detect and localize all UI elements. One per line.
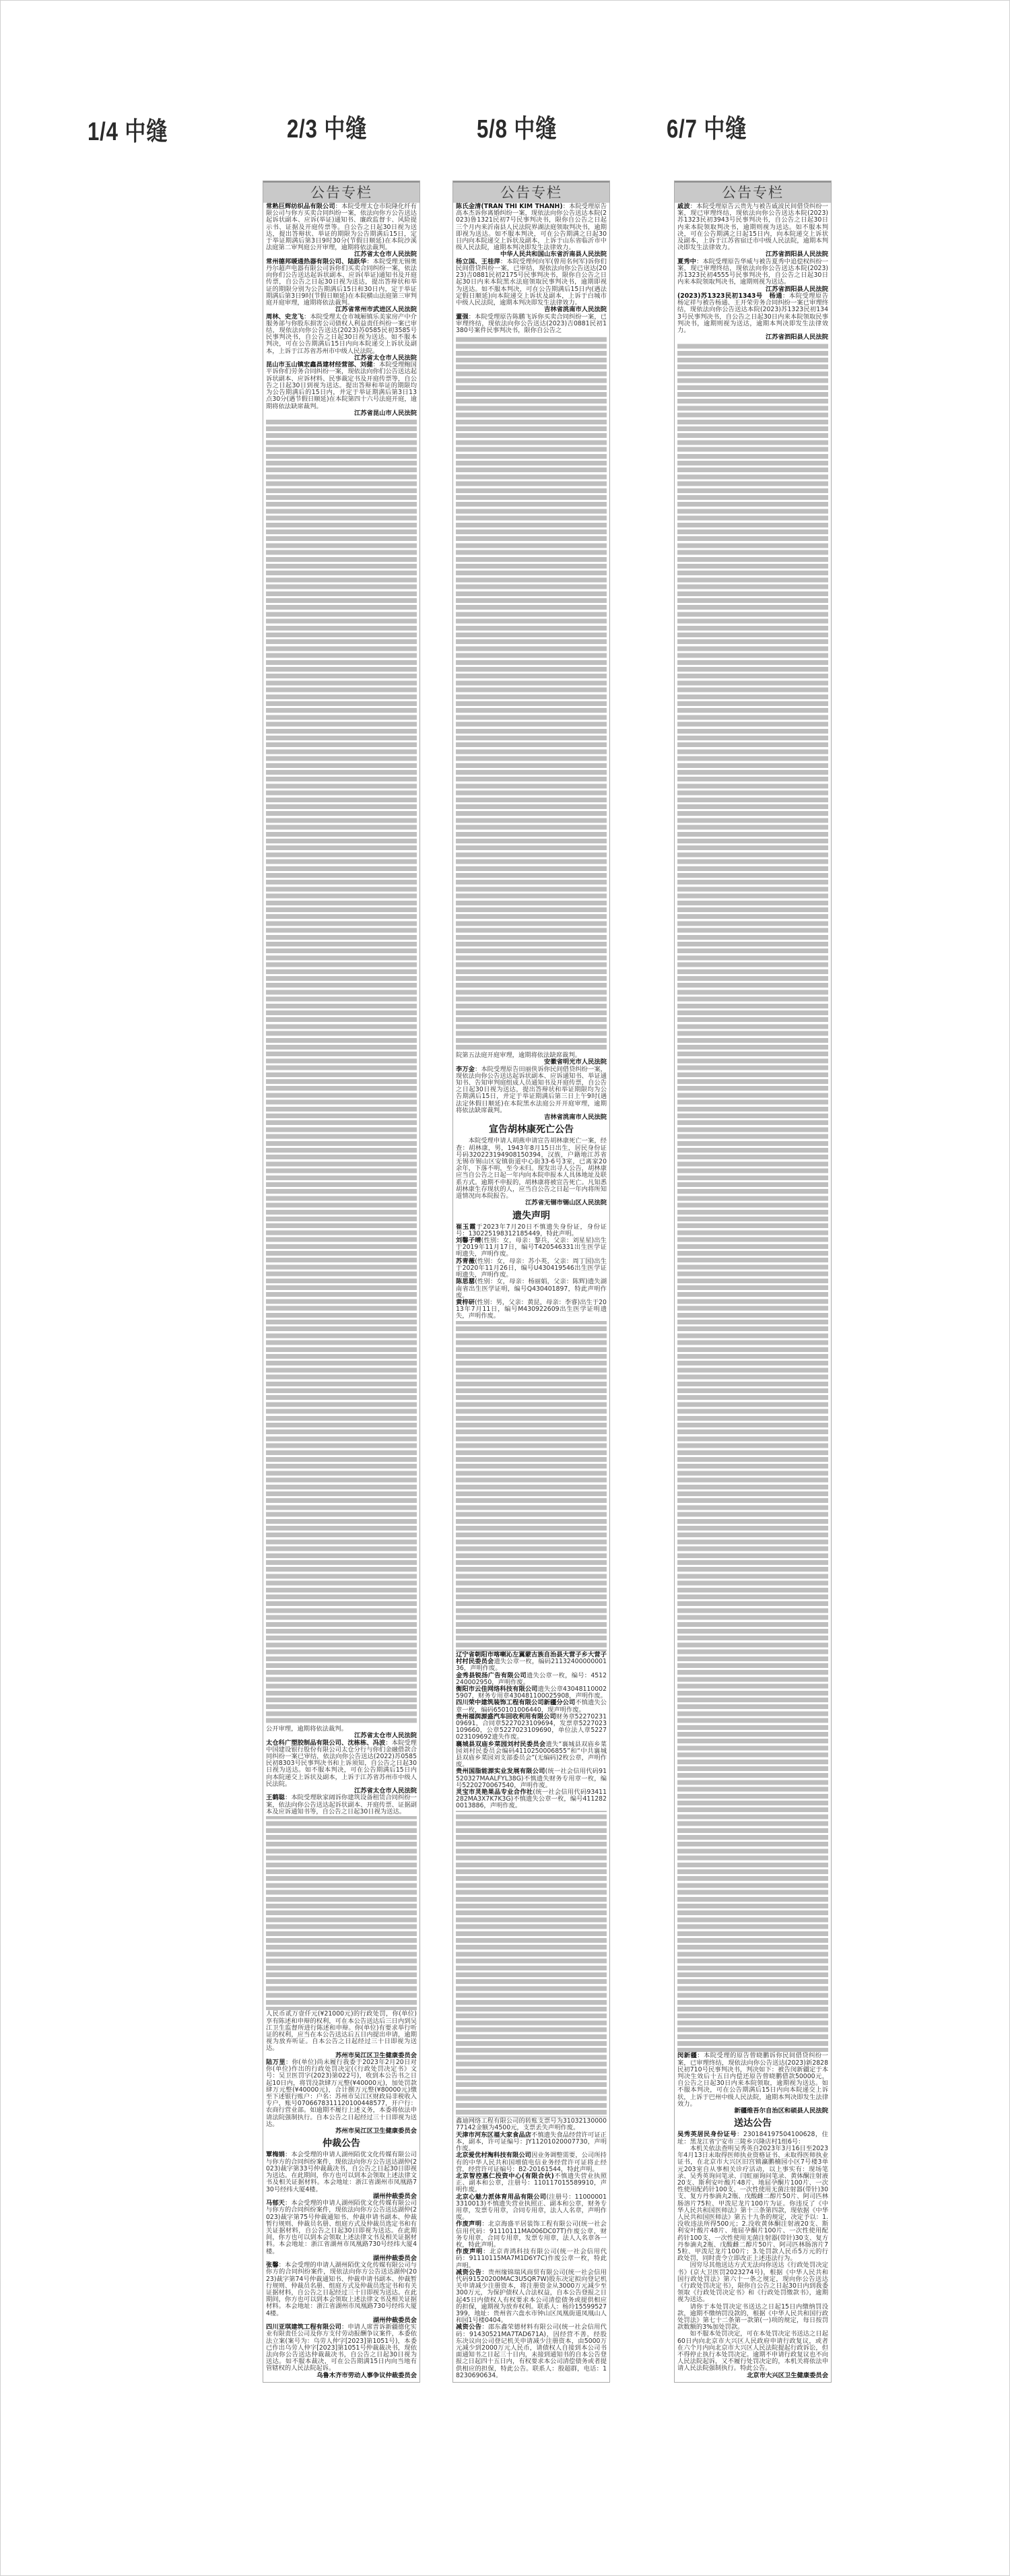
notice-body: ：本院受理耿家阔诉你建筑设备租赁合同纠纷一案，依法向你公告送达起诉状副本、开庭传票、证据副本及应诉通知书等，自公告之日起30日视为送达。 xyxy=(266,1794,417,1815)
notice-addressee: 吴秀英居民身份证号 xyxy=(677,2131,737,2139)
notice-addressee: 覃梅娟 xyxy=(266,2151,285,2159)
notice-addressee: 四川亚琪建筑工程有限公司 xyxy=(266,2323,342,2331)
notice-addressee: 贵州福润源盛汽车回收利用有限公司 xyxy=(456,1712,556,1720)
notice-item xyxy=(677,2131,828,2145)
notice-addressee: 李万金 xyxy=(456,1065,475,1073)
notice-body: ：本院受理原告云贵先与被告戚波民间借贷纠纷一案，现已审理终结，现依法向你公告送达本院(2023)苏1323民初3943号民事判决书，自公告之日起30日内来本院领取判决书，逾期则视为送达。如不服本判决，可在公告期满之日起15日内，向本院递交上诉状及副本，上诉于江苏省宿迁市中级人民法院，逾期本判决即发生法律效力。 xyxy=(677,203,828,252)
notice-body: 遗失公章430481100025907，财务专用章430481100025908，声明作废。 xyxy=(456,1685,607,1700)
notice-item xyxy=(266,203,417,251)
notice-item xyxy=(266,1795,417,1815)
notice-item xyxy=(456,1066,607,1114)
notice-item xyxy=(456,2249,607,2269)
notice-item xyxy=(456,314,607,335)
notice-body: 鑫迪网络工程有限公司的转账支票号为3103213000077142金额为4500元，支票丢失声明作废。 xyxy=(456,2117,607,2132)
notice-signer: 安徽省明光市人民法院 xyxy=(544,1058,607,1066)
notice-addressee: 陆万里 xyxy=(266,2059,285,2067)
notice-item xyxy=(456,1673,607,1686)
notice-item xyxy=(677,259,828,286)
section-heading: 送达公告 xyxy=(734,2118,772,2129)
section-heading: 宣告胡林康死亡公告 xyxy=(489,1124,574,1136)
notice-section xyxy=(263,1725,419,1816)
notice-addressee: 刘馨子晴 xyxy=(456,1237,481,1245)
notice-section xyxy=(263,203,419,418)
notice-body: (性别：女，母亲：苏小英，父亲：周丁国)出生于2020年11月26日，编号U430419546出生医学证明遗失，声明作废。 xyxy=(456,1257,607,1279)
notice-item xyxy=(266,2200,417,2255)
notice-body: ：本院受理原告华威与被告夏秀中追偿权纠纷一案，现已审理终结，现依法向你公告送达本院(2023)苏1323民初4555号民事判决书，自公告之日起30日内来本院领取判决书，逾期则视为送达。 xyxy=(677,257,828,286)
notice-addressee: 陈思罂 xyxy=(456,1278,475,1286)
notice-body: 不慎遗失公章一枚，编码650101006440，现声明作废。 xyxy=(456,1699,607,1714)
notice-body: ：本院受理鲍国平诉你们劳务合同纠纷一案，现依法向你们公告送达起诉状副本、应诉材料、民事裁定书及开庭传票等，自公告之日起30日到视为送达。提出答辩和举证的期限均为公告期满后的15日内，并定于举证期满后第3日13点30分(遇节假日顺延)在本院第四十六号法庭开庭，逾期将依法缺席裁判。 xyxy=(266,361,417,410)
notice-body: (统一社会信用代码91520327MAALFYL38G)不慎遗失财务专用章一枚，编号5220270067540，声明作废。 xyxy=(456,1768,607,1789)
notice-body: ：230184197504100628，住址：黑龙江省宁安市三陵乡兴隆店村1组6号： xyxy=(677,2131,828,2146)
notice-signer: 江苏省泗阳县人民法院 xyxy=(766,285,828,293)
notice-paragraph: 因穷尽其他送达方式无法向你送达《行政处罚决定书》(京大卫医罚2023274号)，根据《中华人民共和国行政处罚法》第六十一条之规定，现向你公告送达《行政处罚决定书》，限你自公告之日起30日内到我委领取《行政处罚决定书》和《行政处罚缴款书》，逾期视为送达。 xyxy=(677,2261,828,2304)
notice-body: 因业务调整需要，公司所持有的中华人民共和国增值电信业务经营许可证将止经营，经营许可证编号：B2-20161544，特此声明。 xyxy=(456,2152,607,2173)
notice-item xyxy=(266,2324,417,2372)
section-heading: 仲裁公告 xyxy=(323,2138,360,2150)
notice-body: 不慎遗失营业执照正、副本和公章，注册号：110117015589910，声明作废。 xyxy=(456,2172,607,2194)
notice-signer: 江苏省泗阳县人民法院 xyxy=(766,251,828,259)
notice-item xyxy=(677,2053,828,2108)
notice-addressee: 常州德邦暖通热器有限公司、陆跃华 xyxy=(266,257,367,265)
notice-body: 公开审理，逾期将依法裁判。 xyxy=(266,1725,347,1733)
notice-addressee: 马郁天 xyxy=(266,2199,285,2208)
notice-addressee: 夏秀中 xyxy=(677,257,697,265)
notice-column-3 xyxy=(674,181,832,2383)
column-header: 公告专栏 xyxy=(675,181,831,203)
seam-label-5-8: 5/8 中缝 xyxy=(477,115,558,143)
notice-addressee: 衡阳市云佳网络科技有限公司 xyxy=(456,1685,538,1694)
notice-signer: 北京市大兴区卫生健康委员会 xyxy=(747,2371,828,2379)
notice-body: ：本院受理无锡奥丹尔超声电器有限公司诉你们买卖合同纠纷一案，依法向你们公告送达起诉状副本、应诉(举证)通知书及开庭传票，自公告之日起30日视为送达，提出答辩状和举证的期限分别为公告期满后15日和30日内，定于举证期满后第3日9时(节假日顺延)在本院横山法庭第三审判庭开庭审理，逾期将依法裁判。 xyxy=(266,257,417,307)
notice-signer: 乌鲁木齐市劳动人事争议仲裁委员会 xyxy=(316,2371,417,2379)
notice-signer: 江苏省太仓市人民法院 xyxy=(354,1732,417,1740)
notice-body: 遗失公章一枚，编码2113240000000136，声明作废。 xyxy=(456,1658,607,1673)
notice-signer: 湖州仲裁委员会 xyxy=(372,2316,417,2324)
notice-item xyxy=(456,2221,607,2249)
notice-item xyxy=(456,203,607,251)
notice-body: ：本院受理太仓市城厢镇乐美家房产中介服务部与你股东损害公司债权人利益责任纠纷一案已审结，现依法向你公告送达(2023)苏0585民初3585号民事判决书，自公告之日起30日视为送达。如不服本判决，可在公告期满后15日内向本院递交上诉状及副本，上诉于江苏省苏州市中级人民法院。 xyxy=(266,313,417,355)
notice-signer: 湖州仲裁委员会 xyxy=(372,2254,417,2262)
seam-label-2-3: 2/3 中缝 xyxy=(287,115,368,143)
notice-body: ：本院受理原告陈鹏飞诉你买卖合同纠纷一案，已审理终结，现依法向你公告送达(2023)吉0881民初1380号案件民事判决书，限你自公告之 xyxy=(456,313,607,335)
notice-signer: 吉林省洮南市人民法院 xyxy=(544,1114,607,1122)
notice-addressee: 北京智控惠仁投资中心(有限合伙) xyxy=(456,2172,554,2180)
notice-addressee: 苏青薇 xyxy=(456,1257,475,1265)
notice-body: ：本院受理的原告曾晓鹏诉你民间借贷纠纷一案，已审理终结，现依法向你公告送达(2023)新2828民初710号民事判决书，判决如下：被告闵新疆定于本判决生效后十五日内偿还原告曾晓鹏借款50000元，自公告之日起30日内来本院领取，逾期视为送达。如不服本判决，可在公告期满后15日内向本院递交上诉状，上诉于巴州中级人民法院，逾期本判决即发生法律效力。 xyxy=(677,2052,828,2108)
notice-paragraph: 请你于本处罚决定书送达之日起15日内缴纳罚没款，逾期不缴纳罚没款的，根据《中华人民共和国行政处罚法》第七十二条第一款第(一)项的规定，每日按罚款数额的3%加处罚款。 xyxy=(677,2303,828,2331)
notice-item xyxy=(456,2194,607,2222)
notice-item xyxy=(266,2152,417,2193)
notice-item xyxy=(456,2132,607,2153)
notice-body: ：贵州缘锦瑞风商贸有限公司(统一社会信用代码91520200MAC3U5QR7W)股东决定拟向登记机关申请减少注册资本，将注册资金从3000万元减少至300万元，为保护债权人合法权益，自本公告登报之日起45日内债权人有权要求本公司清偿债务或提供相应的担保，逾期视为放弃权利。联系人：杨玲15599527399，地址：贵州省六盘水市钟山区凤凰街道凤凰山人和园1号楼0404。 xyxy=(456,2268,607,2325)
notice-body: ：北京海盛平居装饰工程有限公司(统一社会信用代码：91110111MA006DC07T)作废公章，财务专用章，合同专用章，发票专用章，法人人名章各一枚，特此声明。 xyxy=(456,2220,607,2249)
notice-item xyxy=(456,2173,607,2194)
notice-body: 遗失“襄城县双庙乡菜园刘村民委员会编码4110250006855”和“中共襄城县双庙乡菜园刘支部委员会”(无编码)2枚公章，声明作废。 xyxy=(456,1740,607,1769)
notice-signer: 新疆维吾尔自治区和硕县人民法院 xyxy=(734,2107,828,2115)
notice-item xyxy=(456,1741,607,1769)
notice-item xyxy=(456,1789,607,1810)
notice-section xyxy=(453,2117,609,2380)
notice-paragraph: 本机关依法查明吴秀英自2023年3月16日至2023年4月13日未取得医师执业资格证书、未取得医师执业证书，在北京市大兴区旧宫镇瀛鹏楠园小区7号楼3单元203室自从事相关诊疗活动，以上事实有：现场笔录、吴秀英询问笔录、闫虹丽询问笔录、黄体酮注射液20支、斯利安叶酸片48片、地屈孕酮片100片、一次性使用配药针100支、一次性使用无菌注射器(带针)30支、复方丹参滴丸2瓶、戊酸雌二醇片50片、阿司匹林肠溶片75粒、甲泼尼龙片100片为证。你违反了《中华人民共和国医师法》第十三条第四款，现依据《中华人民共和国医师法》第五十九条的规定，决定予以：1.没收违法所得500元；2.没收黄体酮注射液20支、斯利安叶酸片48片、地屈孕酮片100片、一次性使用配药针100支、一次性使用无菌注射器(带针)30支、复方丹参滴丸2瓶、戊酸雌二醇片50片、阿司匹林肠溶片75粒、甲泼尼龙片100片；3.处罚款人民币5万元的行政处罚，同时责令立即改正上述违法行为。 xyxy=(677,2144,828,2263)
notice-item xyxy=(456,1279,607,1299)
notice-body: ：本会受理的申请人湖州陌优文化传媒有限公司与你方的合同纠纷案件，现依法向你方公告送达湖仲(2023)裁字第75号仲裁通知书、仲裁申请书副本、仲裁暂行规则、仲裁员名册、组庭方式及仲裁员选定书和有关证据材料，自公告之日起30日即视为送达。在此期间，你方也可以到本会领取上述法律文书及相关证据材料。本会地址：浙江省湖州市凤凰路730号经纬大厦4楼。 xyxy=(266,2199,417,2255)
notice-section xyxy=(453,1651,609,1811)
notice-addressee: 北京爱优村淘科技有限公司 xyxy=(456,2152,532,2160)
notice-body: ：邵东鑫荣德材料有限公司(统一社会信用代码：91430521MA7TAD671A)，因经营不善，经股东决议向公司登记机关申请减少注册资本，由5000万元减少到2000万元人民币，请债权人自接到本公司书面通知书之日起三十日内，未接到通知书的自本公告登报之日起四十五日内，有权要求本公司清偿债务或者提供相应的担保，特此公告。联系人：殷超群，电话：18230690634。 xyxy=(456,2323,607,2379)
notice-body: ：本会受理的申请人湖州陌优文化传媒有限公司与你方的合同纠纷案件，现依法向你方公告送达湖仲(2023)裁字第74号仲裁通知书、仲裁申请书副本、仲裁暂行规则、仲裁员名册、组庭方式及仲裁员选定书和有关证据材料，自公告之日起经过三十日即视为送达。在此期间，你方也可以到本会领取上述法律文书及相关证据材料。本会地址：浙江省湖州市凤凰路730号经纬大厦4楼。 xyxy=(266,2261,417,2317)
notice-addressee: 周林、史龙飞 xyxy=(266,313,304,321)
notice-addressee: 四川荣中建筑装饰工程有限公司新疆分公司 xyxy=(456,1699,576,1707)
notice-signer: 江苏省泗阳县人民法院 xyxy=(766,333,828,342)
notice-addressee: 闵新疆 xyxy=(677,2052,698,2060)
notice-column-1 xyxy=(263,181,420,2383)
notice-signer: 江苏省太仓市人民法院 xyxy=(354,354,417,362)
notice-body: 人民币贰万壹仟元(¥21000元)的行政处罚，你(单位)享有陈述和申辩的权利，可在本公告送达后三日内到吴江卫生监督所进行陈述和申辩。你(单位)有要求举行听证的权利，应当在本公告送达后五日内提出申请，逾期视为放弃听证。自本公告之日起经过三十日即视为送达。 xyxy=(266,2010,417,2053)
notice-body: (性别：女，母亲：杨丽娟，父亲：陈辉)遗失湖南省出生医学证明，编号Q430401897，特此声明作废。 xyxy=(456,1278,607,1299)
notice-addressee: 杨立国、王桂萍 xyxy=(456,257,500,265)
notice-item xyxy=(456,1700,607,1713)
notice-addressee: 张馨 xyxy=(266,2261,279,2269)
notice-addressee: 作废声明 xyxy=(456,2220,482,2228)
notice-body: (性别：女，母亲：黎兵，父亲：刘星星)出生于2019年11月17日，编号T420546331出生医学证明遗失，声明作废。 xyxy=(456,1237,607,1258)
notice-addressee: 天津市河东区福大家食品店 xyxy=(456,2131,532,2139)
notice-item xyxy=(456,1299,607,1320)
notice-body: ：本院受理原告高本杰诉你离婚纠纷一案，现依法向你公告送达本院(2023)鲁1321民初7号民事判决书，限你自公告之日起三个月内来沂南县人民法院界湖法庭领取判决书，逾期即视为送达。如不服本判决，可在公告期满之日起30日内向本院递交上诉状及副本，上诉于山东省临沂市中级人民法院，逾期本判决即发生法律效力。 xyxy=(456,203,607,252)
notice-column-2 xyxy=(452,181,610,2383)
notice-body: ：申请人席晋诉新疆德化实业有限责任公司及你方支付劳动报酬争议案件，本委依法立案(案号为：乌劳人仲字[2023]第1051号)，本委已作出乌劳人仲字[2023]第1051号仲裁裁决书，现依法向你公告送达仲裁裁决书，自公告之日起30日视为送达。如不服本裁决，可在公告期满15日内向当地有管辖权的人民法院起诉。 xyxy=(266,2323,417,2373)
notice-section xyxy=(263,2010,419,2380)
notice-body: 不慎遗失食品经营许可证正本，副本，许可证编号：JY11201020007730，声明作废。 xyxy=(456,2131,607,2153)
notice-item xyxy=(456,1258,607,1279)
column-header: 公告专栏 xyxy=(263,181,419,203)
notice-addressee: 崔玉霞 xyxy=(456,1223,477,1231)
notice-signer: 中华人民共和国山东省沂南县人民法院 xyxy=(500,251,607,259)
notice-section xyxy=(675,2052,831,2380)
notice-signer: 苏州市吴江区卫生健康委员会 xyxy=(335,2051,417,2059)
notice-item xyxy=(456,1224,607,1237)
notice-item xyxy=(266,1740,417,1788)
notice-paragraph: 如不服本处罚决定，可在本处罚决定书送达之日起60日内向北京市大兴区人民政府申请行政复议，或者在六个月内向北京市大兴区人民法院提起行政诉讼，但不得停止执行本处罚决定。逾期不申请行政复议也不向人民法院起诉，又不履行处罚决定的，本机关将依法申请人民法院强制执行。特此公告。 xyxy=(677,2330,828,2373)
notice-item xyxy=(456,2152,607,2173)
notice-item xyxy=(456,1686,607,1700)
notice-item xyxy=(456,2269,607,2325)
notice-signer: 苏州市吴江区卫生健康委员会 xyxy=(335,2127,417,2135)
notice-item xyxy=(456,1768,607,1789)
notice-addressee: (2023)苏1323民初1343号 杨通 xyxy=(677,292,783,300)
notice-body: ：本院受理太仓市院隆化纤有限公司与你方买卖合同纠纷一案，依法向你方公告送达起诉状副本、应诉(举证)通知书、廉政监督卡、风险提示书、证据及开庭传票等。自公告之日起30日视为送达，提出答辩状、举证的期限为公告期满后15日，定于举证期满后第3日9时30分(节假日顺延)在本院沙溪法庭第二审判庭公开审理，逾期将依法裁判。 xyxy=(266,203,417,252)
notice-body: ：本院受理何向军(曾用名何军)诉你们民间借贷纠纷一案，已审结，现依法向你公告送达(2023)吉0881民初2175号民事判决书，限你自公告之日起30日内来本院黑水法庭领取民事判决书，逾期即视为送达。如不服本判决，可在公告期满后15日内(遇法定假日顺延)向本院递交上诉状及副本，上诉于白城市中级人民法院，逾期本判决即发生法律效力。 xyxy=(456,257,607,307)
seam-label-6-7: 6/7 中缝 xyxy=(667,115,747,143)
notice-signer: 吉林省洮南市人民法院 xyxy=(544,306,607,314)
notice-body: 遗失公章一枚，编号：4512240002950，声明作废。 xyxy=(456,1671,607,1686)
section-heading: 遗失声明 xyxy=(512,1210,550,1221)
notice-addressee: 灵宝市灵艳果品专业合作社 xyxy=(456,1789,533,1797)
notice-section xyxy=(675,203,831,342)
notice-item xyxy=(456,2118,607,2131)
notice-addressee: 襄城县双庙乡菜园刘村民委员会 xyxy=(456,1740,546,1748)
notice-body: ：你(单位)尚未履行我委于2023年2月20日对你(单位)作出的行政处罚决定(《行政处罚决定书》文号：吴卫医罚字(2023)第022号)，收到本公告书之日起10日内，将罚没款肆万元整(¥40000元)，加处罚款肆万元整(¥40000元)，合计捌万元整(¥80000元)缴至下述银行账户：户名：苏州市吴江区财政局非税收入专户，账号0706678311120100448577，开户行：农商行营业部。如逾期不履行上述义务，本委将依法申请法院强制执行。自本公告之日起经过三十日即视为送达。 xyxy=(266,2059,417,2128)
notice-signer: 江苏省无锡市锡山区人民法院 xyxy=(525,1199,607,1207)
notice-addressee: 董强 xyxy=(456,313,469,321)
notice-item xyxy=(456,259,607,307)
notice-body: (注册号：110000013310013)不慎遗失营业执照正、副本和公章，财务专用章，发票专用章，合同专用章，法人人名章，声明作废。 xyxy=(456,2193,607,2222)
notice-addressee: 辽宁省朝阳市喀喇沁左翼蒙古族自治县大营子乡大营子村村民委员会 xyxy=(456,1651,607,1666)
notice-signer: 江苏省太仓市人民法院 xyxy=(354,251,417,259)
notice-item xyxy=(456,1714,607,1741)
notice-signer: 湖州仲裁委员会 xyxy=(372,2192,417,2200)
notice-addressee: 昆山市玉山镇宏鑫昌建材经营部、刘健 xyxy=(266,361,373,369)
notice-item xyxy=(266,2011,417,2052)
notice-item xyxy=(266,2262,417,2317)
notice-body: 于2023年7月20日不慎遗失身份证，身份证号：130225198312185449，特此声明。 xyxy=(456,1223,607,1237)
notice-addressee: 作废声明 xyxy=(456,2248,483,2256)
notice-body: ：本院受理中国建设银行股份有限公司太仓分行与你们金融借款合同纠纷一案已审结，依法向你公告送达(2022)苏0585民初8303号民事判决书和上诉须知，自公告之日起30日视为送达。如不服本判决，可在公告期满后15日内向本院递交上诉状及副本，上诉于江苏省苏州市中级人民法院。 xyxy=(266,1739,417,1788)
notice-addressee: 贵州国脂能源实业发展有限公司 xyxy=(456,1768,545,1776)
notice-item xyxy=(456,2324,607,2379)
notice-addressee: 太仓科广塑胶制品有限公司、沈栋栋、冯波 xyxy=(266,1739,386,1747)
notice-body: 财务章5227023109691，合同章5227023109694，发票章5227023109660，公章5227023109690，单位法人章5227023109692遗失作废。 xyxy=(456,1712,607,1741)
notice-body: ：本院受理原告杨定祥与被告杨通、王开荣劳务合同纠纷一案已审理终结，现依法向你公告送达本院(2023)苏1323民初1343号民事判决书，自公告之日起30日内来本院领取民事判决书，逾期则视为送达，逾期本判决即发生法律效力。 xyxy=(677,292,828,335)
notice-body: ：北京青鸿科技有限公司(统一社会信用代码：91110115MA7M1D6Y7C)作废公章一枚，特此声明。 xyxy=(456,2248,607,2269)
notice-addressee: 戚波 xyxy=(677,203,690,210)
notice-item xyxy=(677,203,828,251)
notice-item xyxy=(266,2059,417,2128)
notice-body: ：本院受理原告田丽侠诉你民间借贷纠纷一案，现依法向你公告送达起诉状副本、应诉通知书、举证通知书、告知审判庭组成人员通知书及开庭传票，自公告之日起30日视为送达，提出答辩状和举证期限均为公告期满后15日，并定于举证期满后第三日上午9时(遇法定休假日顺延)在本院黑水法庭公开开庭审理，逾期将依法缺席裁判。 xyxy=(456,1065,607,1114)
notice-signer: 江苏省太仓市人民法院 xyxy=(354,1787,417,1795)
notice-body: (性别：男，父亲：黄昆，母亲：李睿)出生于2013年7月11日，编号M430922609出生医学证明遗失，声明作废。 xyxy=(456,1298,607,1320)
column-header: 公告专栏 xyxy=(453,181,609,203)
notice-addressee: 北京心魅力派体育用品有限公司 xyxy=(456,2193,547,2201)
notice-addressee: 陈氏金清(TRAN THI KIM THANH) xyxy=(456,203,563,210)
notice-addressee: 减资公告 xyxy=(456,2323,482,2331)
notice-body: (统一社会信用代码93411282MA3X7K7K3G)不慎遗失公章一枚，编号4112820013886，声明作废。 xyxy=(456,1789,607,1810)
notice-item xyxy=(266,362,417,410)
notice-addressee: 金秀县锐扬广告有限公司 xyxy=(456,1671,527,1679)
notice-section xyxy=(453,203,609,335)
notice-item xyxy=(456,1652,607,1673)
notice-addressee: 王鹤聪 xyxy=(266,1794,285,1802)
seam-label-1-4: 1/4 中缝 xyxy=(88,118,168,146)
notice-addressee: 常熟巨辉纺织品有限公司 xyxy=(266,203,335,210)
notice-addressee: 减资公告 xyxy=(456,2268,482,2276)
notice-paragraph: 本院受理申请人胡燕申请宣告胡林康死亡一案，经查：胡林康，男，1943年8月15日出生，居民身份证号码320223194908150394，汉族，户籍地江苏省无锡市锡山区安镇街道中心街33-6号3室，已离家20余年，下落不明，至今未归。现发出寻人公告，胡林康应当自公告之日起一年内向本院申报本人具体地址及联系方式。逾期不申报的，胡林康将被宣告死亡。凡知悉胡林康生存现状的人，应当自公告之日起一年内将所知道情况向本院报告。 xyxy=(456,1137,607,1200)
notice-section xyxy=(453,1052,609,1321)
notice-signer: 江苏省常州市武进区人民法院 xyxy=(335,306,417,314)
notice-item xyxy=(456,1237,607,1258)
notice-item xyxy=(266,314,417,355)
notice-body: 院第五法庭开庭审理，逾期将依法缺席裁判。 xyxy=(456,1052,581,1059)
notice-body: ：本会受理的申请人湖州陌优文化传媒有限公司与你方的合同纠纷案件，现依法向你方公告送达湖仲(2023)裁字第33号仲裁裁决书，自公告之日起30日即视为送达。在此期间，你方也可以到本会领取上述法律文书及相关证据材料。本会地址：浙江省湖州市凤凰路730号经纬大厦4楼。 xyxy=(266,2151,417,2193)
notice-addressee: 黄梓研 xyxy=(456,1298,475,1306)
notice-signer: 江苏省昆山市人民法院 xyxy=(354,409,417,417)
notice-item xyxy=(266,259,417,307)
notice-item xyxy=(677,293,828,334)
